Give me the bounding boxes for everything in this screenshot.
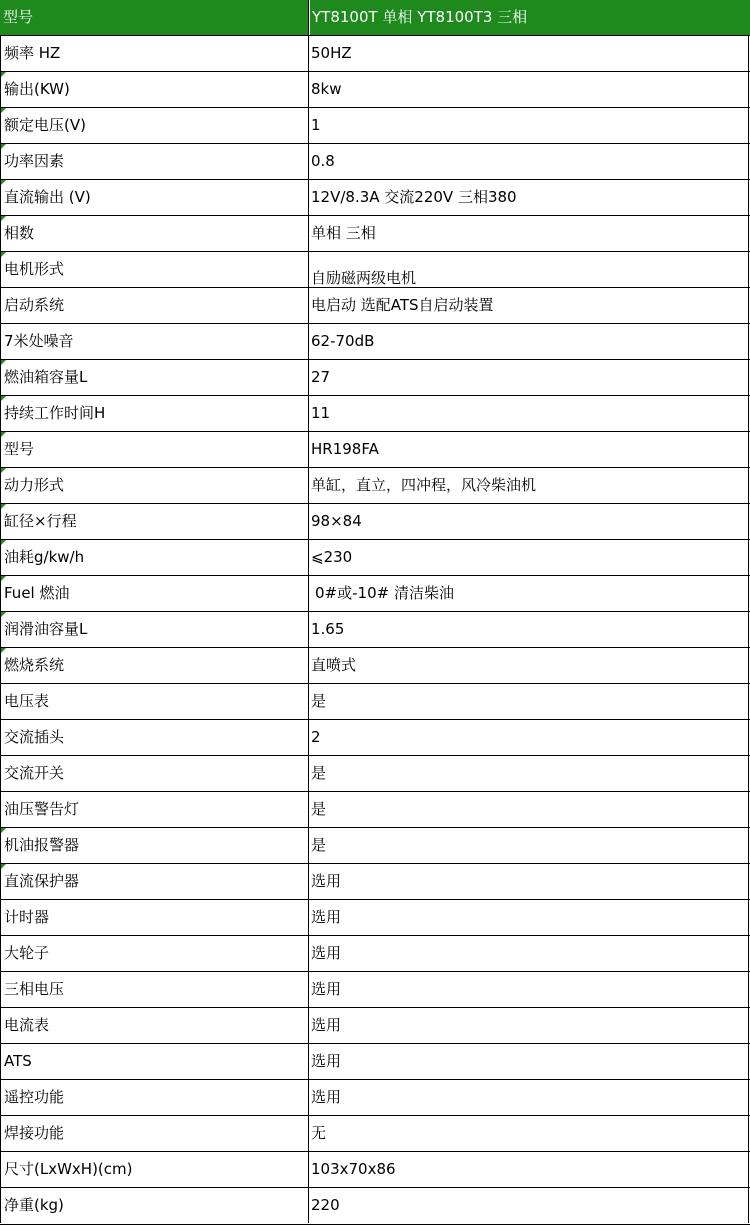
row-value: 1.65: [309, 612, 749, 647]
row-value: 1: [309, 108, 749, 143]
row-value: 选用: [309, 972, 749, 1007]
row-label: 油压警告灯: [0, 792, 309, 827]
row-label: 油耗g/kw/h: [0, 540, 309, 575]
row-label: 缸径×行程: [0, 504, 309, 539]
table-row: [0, 72, 750, 108]
row-label: 7米处噪音: [0, 324, 309, 359]
row-value: 2: [309, 720, 749, 755]
row-value: 选用: [309, 1080, 749, 1115]
table-row: [0, 720, 750, 756]
row-label: 相数: [0, 216, 309, 251]
table-row: [0, 1008, 750, 1044]
row-label: 电压表: [0, 684, 309, 719]
row-label: 电机形式: [0, 252, 309, 287]
row-label: 净重(kg): [0, 1188, 309, 1223]
table-row: [0, 1080, 750, 1116]
row-label: Fuel 燃油: [0, 576, 309, 611]
table-row: [0, 180, 750, 216]
cell-corner-mark: [1, 576, 6, 581]
cell-corner-mark: [1, 252, 6, 257]
row-value: 直喷式: [309, 648, 749, 683]
row-label: 频率 HZ: [0, 36, 309, 71]
row-label: 电流表: [0, 1008, 309, 1043]
row-label: 启动系统: [0, 288, 309, 323]
row-value: ⩽230: [309, 540, 749, 575]
row-label: 机油报警器: [0, 828, 309, 863]
cell-corner-mark: [1, 108, 6, 113]
row-value: 选用: [309, 1044, 749, 1079]
row-label: 动力形式: [0, 468, 309, 503]
table-row: [0, 576, 750, 612]
cell-corner-mark: [1, 648, 6, 653]
table-row: [0, 1152, 750, 1188]
table-row: [0, 972, 750, 1008]
table-row: [0, 612, 750, 648]
table-row: [0, 144, 750, 180]
row-value: 自励磁两级电机: [309, 252, 749, 287]
row-value: 是: [309, 828, 749, 863]
row-value: 27: [309, 360, 749, 395]
row-value: 8kw: [309, 72, 749, 107]
cell-corner-mark: [1, 828, 6, 833]
cell-corner-mark: [1, 612, 6, 617]
table-row: [0, 432, 750, 468]
header-value: YT8100T 单相 YT8100T3 三相: [309, 0, 749, 35]
row-label: 直流保护器: [0, 864, 309, 899]
row-label: 润滑油容量L: [0, 612, 309, 647]
table-header-row: [0, 0, 750, 36]
table-row: [0, 648, 750, 684]
row-value: 选用: [309, 1008, 749, 1043]
row-label: 额定电压(V): [0, 108, 309, 143]
cell-corner-mark: [1, 216, 6, 221]
row-value: 选用: [309, 864, 749, 899]
row-label: ATS: [0, 1044, 309, 1079]
row-value: 0#或-10# 清洁柴油: [309, 576, 749, 611]
table-row: [0, 756, 750, 792]
row-value: 是: [309, 756, 749, 791]
cell-corner-mark: [1, 504, 6, 509]
row-label: 计时器: [0, 900, 309, 935]
header-label: 型号: [0, 0, 309, 35]
table-row: [0, 324, 750, 360]
cell-corner-mark: [1, 432, 6, 437]
table-row: [0, 1044, 750, 1080]
row-label: 功率因素: [0, 144, 309, 179]
table-row: [0, 684, 750, 720]
row-label: 持续工作时间H: [0, 396, 309, 431]
row-value: 62-70dB: [309, 324, 749, 359]
row-value: 12V/8.3A 交流220V 三相380: [309, 180, 749, 215]
cell-corner-mark: [1, 180, 6, 185]
row-value: 103x70x86: [309, 1152, 749, 1187]
table-row: [0, 252, 750, 288]
cell-corner-mark: [1, 396, 6, 401]
table-row: [0, 288, 750, 324]
row-value: 无: [309, 1116, 749, 1151]
row-value: HR198FA: [309, 432, 749, 467]
table-row: [0, 828, 750, 864]
table-row: [0, 504, 750, 540]
row-value: 98×84: [309, 504, 749, 539]
row-label: 型号: [0, 432, 309, 467]
cell-corner-mark: [1, 468, 6, 473]
row-label: 焊接功能: [0, 1116, 309, 1151]
table-row: [0, 360, 750, 396]
row-label: 交流开关: [0, 756, 309, 791]
row-value: 是: [309, 684, 749, 719]
row-label: 大轮子: [0, 936, 309, 971]
table-row: [0, 1188, 750, 1225]
cell-corner-mark: [1, 144, 6, 149]
table-row: [0, 216, 750, 252]
table-row: [0, 108, 750, 144]
row-label: 燃油箱容量L: [0, 360, 309, 395]
cell-corner-mark: [1, 72, 6, 77]
table-row: [0, 396, 750, 432]
row-value: 0.8: [309, 144, 749, 179]
table-row: [0, 864, 750, 900]
table-row: [0, 1116, 750, 1152]
row-label: 直流输出 (V): [0, 180, 309, 215]
row-label: 交流插头: [0, 720, 309, 755]
row-value: 50HZ: [309, 36, 749, 71]
cell-corner-mark: [1, 360, 6, 365]
row-value: 单相 三相: [309, 216, 749, 251]
row-label: 尺寸(LxWxH)(cm): [0, 1152, 309, 1187]
row-value: 选用: [309, 900, 749, 935]
row-label: 遥控功能: [0, 1080, 309, 1115]
row-label: 输出(KW): [0, 72, 309, 107]
cell-corner-mark: [1, 540, 6, 545]
table-row: [0, 792, 750, 828]
row-value: 是: [309, 792, 749, 827]
table-row: [0, 468, 750, 504]
table-row: [0, 900, 750, 936]
row-value: 电启动 选配ATS自启动装置: [309, 288, 749, 323]
table-row: [0, 36, 750, 72]
row-value: 220: [309, 1188, 749, 1223]
row-label: 三相电压: [0, 972, 309, 1007]
table-row: [0, 540, 750, 576]
row-value: 单缸，直立，四冲程，风冷柴油机: [309, 468, 749, 503]
row-value: 11: [309, 396, 749, 431]
table-row: [0, 936, 750, 972]
row-label: 燃烧系统: [0, 648, 309, 683]
cell-corner-mark: [1, 864, 6, 869]
row-value: 选用: [309, 936, 749, 971]
